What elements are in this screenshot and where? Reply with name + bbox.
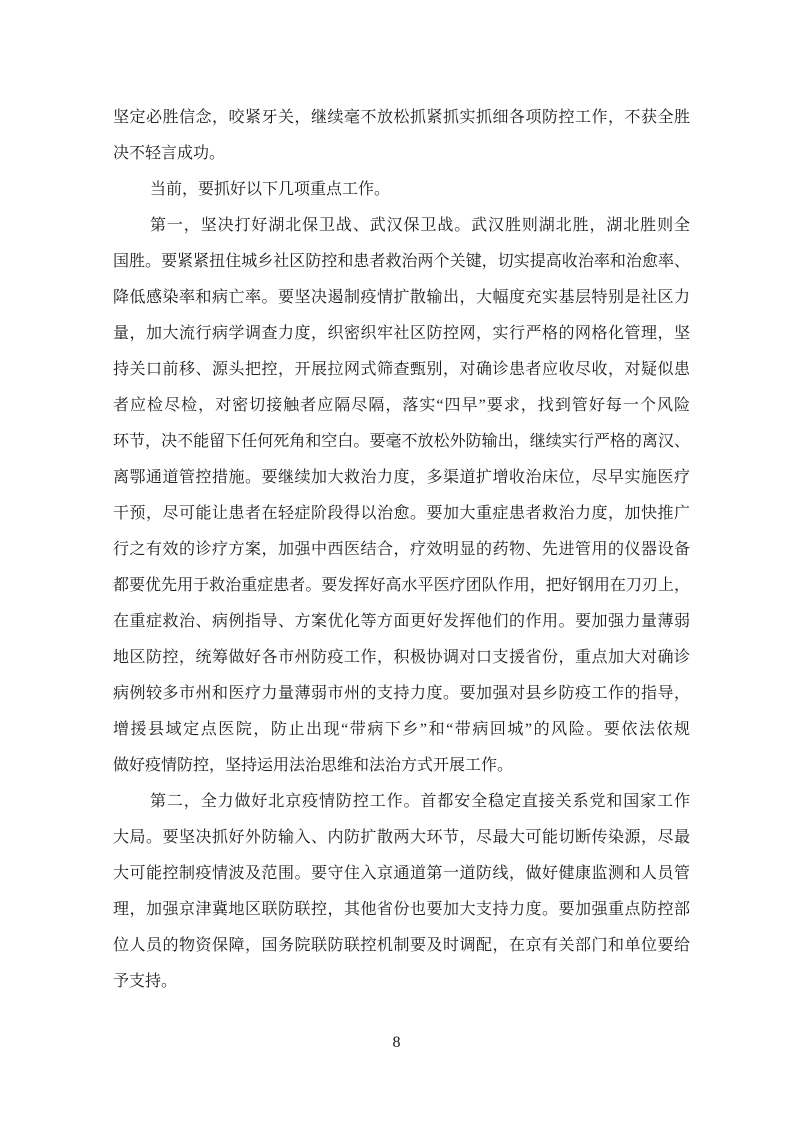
text-line: 当前，要抓好以下几项重点工作。 — [150, 181, 391, 198]
text-line: 在重症救治、病例指导、方案优化等方面更好发挥他们的作用。要加强力量薄弱 — [113, 613, 690, 630]
text-line: 大局。要坚决抓好外防输入、内防扩散两大环节，尽最大可能切断传染源，尽最 — [113, 829, 690, 846]
text-line: 干预，尽可能让患者在轻症阶段得以治愈。要加大重症患者救治力度，加快推广 — [113, 505, 690, 522]
text-line: 做好疫情防控，坚持运用法治思维和法治方式开展工作。 — [113, 757, 514, 774]
text-line: 予支持。 — [113, 973, 178, 990]
text-line: 增援县域定点医院，防止出现“带病下乡”和“带病回城”的风险。要依法依规 — [113, 721, 690, 738]
text-line: 都要优先用于救治重症患者。要发挥好高水平医疗团队作用，把好钢用在刀刃上， — [113, 577, 690, 594]
text-line: 降低感染率和病亡率。要坚决遏制疫情扩散输出，大幅度充实基层特别是社区力 — [113, 289, 690, 306]
document-body — [113, 100, 690, 1000]
text-line: 第一，坚决打好湖北保卫战、武汉保卫战。武汉胜则湖北胜，湖北胜则全 — [150, 217, 690, 234]
text-line: 病例较多市州和医疗力量薄弱市州的支持力度。要加强对县乡防疫工作的指导， — [113, 685, 690, 702]
text-line: 位人员的物资保障，国务院联防联控机制要及时调配，在京有关部门和单位要给 — [113, 937, 690, 954]
paragraph — [113, 784, 690, 1000]
text-line: 行之有效的诊疗方案，加强中西医结合，疗效明显的药物、先进管用的仪器设备 — [113, 541, 690, 558]
text-line: 第二，全力做好北京疫情防控工作。首都安全稳定直接关系党和国家工作 — [150, 793, 690, 810]
paragraph — [113, 208, 690, 784]
text-line: 决不轻言成功。 — [113, 145, 226, 162]
page-footer — [0, 1032, 793, 1054]
text-line: 地区防控，统筹做好各市州防疫工作，积极协调对口支援省份，重点加大对确诊 — [113, 649, 690, 666]
text-line: 大可能控制疫情波及范围。要守住入京通道第一道防线，做好健康监测和人员管 — [113, 865, 690, 882]
paragraph — [113, 100, 690, 172]
page-number: 8 — [392, 1034, 401, 1051]
text-line: 离鄂通道管控措施。要继续加大救治力度，多渠道扩增收治床位，尽早实施医疗 — [113, 469, 690, 486]
text-line: 环节，决不能留下任何死角和空白。要毫不放松外防输出，继续实行严格的离汉、 — [113, 433, 690, 450]
paragraph — [113, 172, 690, 208]
text-line: 理，加强京津冀地区联防联控，其他省份也要加大支持力度。要加强重点防控部 — [113, 901, 690, 918]
text-line: 坚定必胜信念，咬紧牙关，继续毫不放松抓紧抓实抓细各项防控工作，不获全胜 — [113, 109, 690, 126]
text-line: 国胜。要紧紧扭住城乡社区防控和患者救治两个关键，切实提高收治率和治愈率、 — [113, 253, 690, 270]
text-line: 持关口前移、源头把控，开展拉网式筛查甄别，对确诊患者应收尽收，对疑似患 — [113, 361, 690, 378]
text-line: 量，加大流行病学调查力度，织密织牢社区防控网，实行严格的网格化管理，坚 — [113, 325, 690, 342]
text-line: 者应检尽检，对密切接触者应隔尽隔，落实“四早”要求，找到管好每一个风险 — [113, 397, 690, 414]
